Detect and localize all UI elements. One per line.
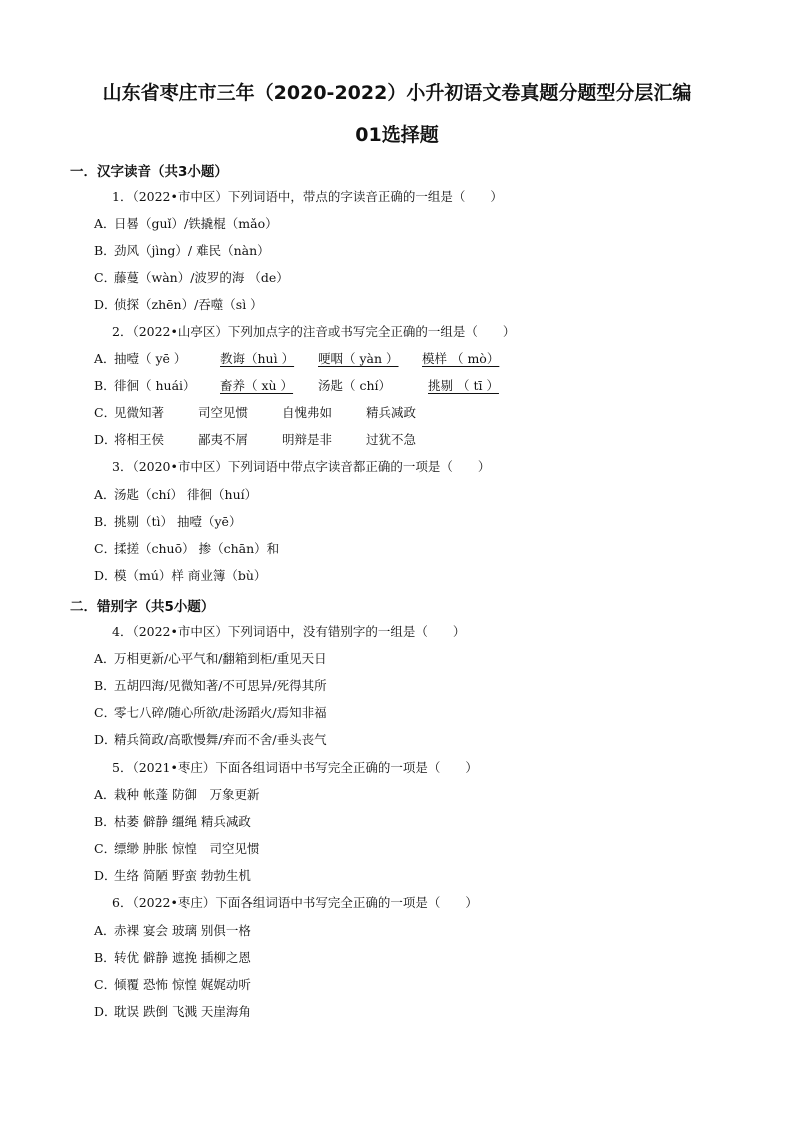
option-letter: D．: [94, 732, 117, 747]
option-d: [94, 1002, 251, 1020]
option-letter: B．: [94, 243, 116, 258]
option-letter: D．: [94, 1004, 117, 1019]
option-part: 模样 （ mò）: [422, 351, 500, 366]
option-b: [94, 812, 251, 830]
option-letter: A．: [94, 787, 116, 802]
option-text: 倾覆 恐怖 惊惶 娓娓动听: [114, 977, 251, 992]
option-letter: C．: [94, 541, 117, 556]
option-part: 挑剔 （ tī ）: [428, 378, 499, 393]
option-text: 五胡四海/见微知著/不可思异/死得其所: [114, 678, 327, 693]
option-text: 日晷（guǐ）/铁撬棍（mǎo）: [114, 216, 278, 231]
option-b: [94, 241, 270, 259]
section-heading: 一．汉字读音（共3小题）: [70, 164, 228, 180]
option-letter: A．: [94, 351, 116, 366]
question-stem: 5．（2021•枣庄）下面各组词语中书写完全正确的一项是（ ）: [112, 760, 478, 775]
option-text: 藤蔓（wàn）/波罗的海 （de）: [114, 270, 289, 285]
option-part: 司空见惯: [198, 405, 249, 420]
option-part: 徘徊（ huái）: [114, 378, 196, 393]
option-d: [94, 295, 263, 313]
option-part: 明辩是非: [282, 432, 333, 447]
option-letter: C．: [94, 841, 117, 856]
option-part: 教诲（huì ）: [220, 351, 295, 366]
option-a: [94, 485, 257, 503]
option-text: 模（mú）样 商业簿（bù）: [114, 568, 267, 583]
option-a: [94, 785, 259, 803]
option-letter: A．: [94, 487, 116, 502]
option-c: [94, 403, 417, 421]
document-title: 山东省枣庄市三年（2020-2022）小升初语文卷真题分题型分层汇编: [102, 82, 692, 104]
option-letter: A．: [94, 651, 116, 666]
question-stem: 4．（2022•市中区）下列词语中，没有错别字的一组是（ ）: [112, 624, 466, 639]
option-a: [94, 349, 500, 367]
option-text: 挑剔（tì） 抽噎（yē）: [114, 514, 242, 529]
option-b: [94, 948, 251, 966]
option-text: 耽误 跌倒 飞溅 天崖海角: [114, 1004, 251, 1019]
option-text: 转优 僻静 遮挽 插柳之恩: [114, 950, 251, 965]
option-text: 零七八碎/随心所欲/赴汤蹈火/焉知非福: [114, 705, 327, 720]
option-letter: C．: [94, 270, 117, 285]
question-stem: 6．（2022•枣庄）下面各组词语中书写完全正确的一项是（ ）: [112, 895, 478, 910]
option-a: [94, 649, 327, 667]
option-letter: B．: [94, 814, 116, 829]
option-letter: B．: [94, 950, 116, 965]
option-part: 汤匙（ chí）: [318, 378, 392, 393]
option-d: [94, 430, 417, 448]
option-a: [94, 214, 278, 232]
option-b: [94, 676, 327, 694]
option-text: 劲风（jìng）/ 难民（nàn）: [114, 243, 270, 258]
option-c: [94, 268, 289, 286]
option-b: [94, 512, 241, 530]
option-text: 揉搓（chuō） 掺（chān）和: [114, 541, 280, 556]
option-c: [94, 703, 327, 721]
option-letter: B．: [94, 678, 116, 693]
option-part: 哽咽（ yàn ）: [318, 351, 399, 366]
option-part: 自愧弗如: [282, 405, 333, 420]
option-d: [94, 566, 266, 584]
question-stem: 2．（2022•山亭区）下列加点字的注音或书写完全正确的一组是（ ）: [112, 324, 516, 339]
option-text: 侦探（zhēn）/吞噬（sì ）: [114, 297, 263, 312]
option-part: 将相王侯: [114, 432, 165, 447]
option-letter: D．: [94, 868, 117, 883]
option-part: 抽噎（ yē ）: [114, 351, 187, 366]
option-letter: C．: [94, 705, 117, 720]
section-heading: 二．错别字（共5小题）: [70, 599, 215, 615]
option-letter: D．: [94, 568, 117, 583]
question-stem: 1．（2022•市中区）下列词语中，带点的字读音正确的一组是（ ）: [112, 189, 503, 204]
option-d: [94, 866, 251, 884]
option-c: [94, 839, 259, 857]
option-text: 赤裸 宴会 玻璃 别俱一格: [114, 923, 251, 938]
option-part: 畜养（ xù ）: [220, 378, 294, 393]
option-part: 精兵减政: [366, 405, 417, 420]
option-text: 精兵简政/高歌慢舞/弃而不舍/垂头丧气: [114, 732, 327, 747]
option-a: [94, 921, 251, 939]
option-letter: D．: [94, 297, 117, 312]
option-text: 万相更新/心平气和/翻箱到柜/重见天日: [114, 651, 327, 666]
option-part: 见微知著: [114, 405, 165, 420]
option-letter: B．: [94, 378, 116, 393]
option-letter: A．: [94, 216, 116, 231]
question-stem: 3．（2020•市中区）下列词语中带点字读音都正确的一项是（ ）: [112, 459, 491, 474]
option-text: 栽种 帐蓬 防御 万象更新: [114, 787, 260, 802]
option-part: 鄙夷不屑: [198, 432, 249, 447]
option-c: [94, 975, 251, 993]
option-text: 枯萎 僻静 缰绳 精兵减政: [114, 814, 251, 829]
option-d: [94, 730, 327, 748]
option-b: [94, 376, 499, 394]
option-text: 生络 简陋 野蛮 勃勃生机: [114, 868, 251, 883]
option-letter: B．: [94, 514, 116, 529]
option-letter: D．: [94, 432, 117, 447]
option-text: 缥缈 肿胀 惊惶 司空见惯: [114, 841, 260, 856]
option-letter: C．: [94, 405, 117, 420]
option-letter: C．: [94, 977, 117, 992]
option-c: [94, 539, 279, 557]
option-letter: A．: [94, 923, 116, 938]
option-part: 过犹不急: [366, 432, 417, 447]
document-subtitle: 01选择题: [355, 124, 439, 146]
option-text: 汤匙（chí） 徘徊（huí）: [114, 487, 258, 502]
